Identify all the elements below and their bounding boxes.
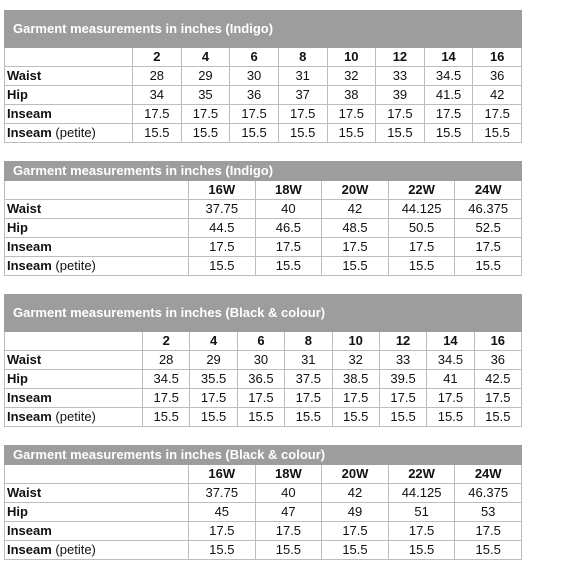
size-header-row — [5, 181, 522, 200]
measurement-qualifier: (petite) — [51, 125, 96, 140]
size-header: 12 — [376, 48, 425, 67]
table-row — [5, 370, 522, 389]
measurement-value: 17.5 — [376, 105, 425, 124]
table-row — [5, 200, 522, 219]
measurement-value: 15.5 — [427, 408, 474, 427]
measurement-value: 42 — [473, 86, 522, 105]
measurement-value: 17.5 — [143, 389, 190, 408]
measurement-value: 15.5 — [474, 408, 521, 427]
row-label — [5, 522, 189, 541]
measurement-value: 17.5 — [190, 389, 237, 408]
table-row — [5, 257, 522, 276]
size-header: 20W — [322, 181, 389, 200]
table-row — [5, 351, 522, 370]
measurement-value: 53 — [455, 503, 522, 522]
measurement-name: Inseam — [7, 409, 52, 424]
measurement-value: 15.5 — [388, 541, 455, 560]
row-label — [5, 351, 143, 370]
measurement-value: 30 — [230, 67, 279, 86]
measurement-value: 40 — [255, 484, 322, 503]
header-corner-cell — [5, 48, 133, 67]
size-header: 22W — [388, 181, 455, 200]
row-label — [5, 219, 189, 238]
title-row — [5, 162, 522, 181]
measurement-value: 39 — [376, 86, 425, 105]
measurement-value: 29 — [190, 351, 237, 370]
title-row — [5, 446, 522, 465]
header-corner-cell — [5, 332, 143, 351]
measurement-value: 15.5 — [189, 257, 256, 276]
measurement-value: 15.5 — [332, 408, 379, 427]
measurement-name: Hip — [7, 87, 28, 102]
measurement-value: 34 — [133, 86, 182, 105]
measurement-value: 42 — [322, 484, 389, 503]
measurement-value: 17.5 — [237, 389, 284, 408]
measurement-value: 46.375 — [455, 484, 522, 503]
measurement-qualifier: (petite) — [51, 258, 96, 273]
measurement-value: 39.5 — [379, 370, 426, 389]
table-row — [5, 219, 522, 238]
measurement-name: Waist — [7, 68, 42, 83]
measurement-value: 33 — [379, 351, 426, 370]
measurement-name: Inseam — [7, 258, 52, 273]
size-header: 6 — [237, 332, 284, 351]
measurement-value: 44.125 — [388, 484, 455, 503]
measurement-value: 42.5 — [474, 370, 521, 389]
measurement-value: 15.5 — [327, 124, 376, 143]
size-table-indigo-plus — [4, 161, 522, 276]
row-label — [5, 86, 133, 105]
measurement-value: 48.5 — [322, 219, 389, 238]
measurement-value: 31 — [285, 351, 332, 370]
measurement-value: 17.5 — [427, 389, 474, 408]
measurement-name: Inseam — [7, 523, 52, 538]
measurement-value: 41 — [427, 370, 474, 389]
measurement-value: 50.5 — [388, 219, 455, 238]
measurement-value: 32 — [327, 67, 376, 86]
measurement-value: 31 — [278, 67, 327, 86]
measurement-value: 17.5 — [285, 389, 332, 408]
measurement-value: 17.5 — [189, 522, 256, 541]
size-header-row — [5, 48, 522, 67]
row-label — [5, 238, 189, 257]
measurement-name: Hip — [7, 371, 28, 386]
size-table-black-colour-plus — [4, 445, 522, 560]
measurement-value: 17.5 — [332, 389, 379, 408]
table-title: Garment measurements in inches (Black & colour) — [5, 446, 522, 465]
size-table-black-colour-regular — [4, 294, 522, 427]
measurement-value: 46.5 — [255, 219, 322, 238]
measurement-value: 17.5 — [322, 522, 389, 541]
size-header-row — [5, 465, 522, 484]
size-header: 4 — [190, 332, 237, 351]
measurement-value: 36 — [474, 351, 521, 370]
size-header: 8 — [278, 48, 327, 67]
measurement-value: 38 — [327, 86, 376, 105]
size-header: 18W — [255, 181, 322, 200]
measurement-name: Inseam — [7, 542, 52, 557]
table-row — [5, 408, 522, 427]
row-label — [5, 541, 189, 560]
measurement-value: 17.5 — [255, 238, 322, 257]
measurement-value: 17.5 — [388, 522, 455, 541]
size-header: 20W — [322, 465, 389, 484]
size-header: 2 — [133, 48, 182, 67]
table-row — [5, 105, 522, 124]
table-row — [5, 484, 522, 503]
measurement-name: Hip — [7, 220, 28, 235]
row-label — [5, 370, 143, 389]
measurement-value: 17.5 — [327, 105, 376, 124]
measurement-value: 45 — [189, 503, 256, 522]
measurement-value: 15.5 — [237, 408, 284, 427]
size-header: 18W — [255, 465, 322, 484]
measurement-value: 17.5 — [230, 105, 279, 124]
measurement-value: 42 — [322, 200, 389, 219]
measurement-value: 37.75 — [189, 484, 256, 503]
measurement-value: 15.5 — [379, 408, 426, 427]
measurement-value: 35 — [181, 86, 230, 105]
measurement-value: 17.5 — [181, 105, 230, 124]
size-header: 16 — [474, 332, 521, 351]
size-header: 14 — [427, 332, 474, 351]
measurement-value: 17.5 — [424, 105, 473, 124]
table-title: Garment measurements in inches (Indigo) — [5, 11, 522, 48]
row-label — [5, 105, 133, 124]
size-header: 10 — [327, 48, 376, 67]
measurement-value: 15.5 — [455, 541, 522, 560]
measurement-value: 34.5 — [427, 351, 474, 370]
table-row — [5, 503, 522, 522]
measurement-value: 17.5 — [455, 238, 522, 257]
measurement-value: 38.5 — [332, 370, 379, 389]
measurement-qualifier: (petite) — [51, 409, 96, 424]
measurement-value: 17.5 — [133, 105, 182, 124]
table-row — [5, 238, 522, 257]
size-header: 12 — [379, 332, 426, 351]
row-label — [5, 408, 143, 427]
row-label — [5, 484, 189, 503]
measurement-value: 17.5 — [474, 389, 521, 408]
measurement-value: 15.5 — [285, 408, 332, 427]
measurement-value: 49 — [322, 503, 389, 522]
measurement-value: 34.5 — [424, 67, 473, 86]
measurement-value: 37.75 — [189, 200, 256, 219]
measurement-value: 51 — [388, 503, 455, 522]
size-header: 16W — [189, 181, 256, 200]
measurement-value: 17.5 — [473, 105, 522, 124]
measurement-value: 44.5 — [189, 219, 256, 238]
measurement-value: 46.375 — [455, 200, 522, 219]
size-header: 8 — [285, 332, 332, 351]
measurement-value: 28 — [133, 67, 182, 86]
title-row — [5, 11, 522, 48]
measurement-value: 15.5 — [473, 124, 522, 143]
measurement-value: 52.5 — [455, 219, 522, 238]
measurement-value: 17.5 — [388, 238, 455, 257]
size-header: 16 — [473, 48, 522, 67]
measurement-value: 36 — [473, 67, 522, 86]
size-header: 16W — [189, 465, 256, 484]
size-header: 22W — [388, 465, 455, 484]
size-header: 2 — [143, 332, 190, 351]
measurement-value: 15.5 — [388, 257, 455, 276]
table-title: Garment measurements in inches (Indigo) — [5, 162, 522, 181]
header-corner-cell — [5, 181, 189, 200]
measurement-value: 15.5 — [143, 408, 190, 427]
size-header: 6 — [230, 48, 279, 67]
measurement-value: 28 — [143, 351, 190, 370]
measurement-value: 15.5 — [424, 124, 473, 143]
measurement-value: 15.5 — [133, 124, 182, 143]
measurement-value: 17.5 — [455, 522, 522, 541]
size-header: 24W — [455, 465, 522, 484]
measurement-value: 30 — [237, 351, 284, 370]
size-table-indigo-regular — [4, 10, 522, 143]
measurement-value: 17.5 — [255, 522, 322, 541]
measurement-value: 47 — [255, 503, 322, 522]
measurement-value: 15.5 — [190, 408, 237, 427]
measurement-name: Waist — [7, 485, 42, 500]
measurement-name: Inseam — [7, 239, 52, 254]
measurement-name: Waist — [7, 201, 42, 216]
table-title: Garment measurements in inches (Black & colour) — [5, 295, 522, 332]
size-header-row — [5, 332, 522, 351]
measurement-value: 15.5 — [455, 257, 522, 276]
measurement-value: 34.5 — [143, 370, 190, 389]
measurement-value: 32 — [332, 351, 379, 370]
header-corner-cell — [5, 465, 189, 484]
measurement-value: 15.5 — [255, 541, 322, 560]
size-header: 14 — [424, 48, 473, 67]
measurement-value: 15.5 — [322, 257, 389, 276]
size-header: 24W — [455, 181, 522, 200]
table-row — [5, 67, 522, 86]
row-label — [5, 124, 133, 143]
measurement-value: 33 — [376, 67, 425, 86]
measurement-value: 35.5 — [190, 370, 237, 389]
table-row — [5, 389, 522, 408]
measurement-value: 36.5 — [237, 370, 284, 389]
row-label — [5, 200, 189, 219]
row-label — [5, 389, 143, 408]
table-row — [5, 541, 522, 560]
measurement-name: Inseam — [7, 125, 52, 140]
size-header: 4 — [181, 48, 230, 67]
measurement-value: 37 — [278, 86, 327, 105]
measurement-value: 15.5 — [376, 124, 425, 143]
row-label — [5, 67, 133, 86]
measurement-value: 17.5 — [322, 238, 389, 257]
measurement-value: 15.5 — [181, 124, 230, 143]
measurement-value: 15.5 — [255, 257, 322, 276]
measurement-value: 15.5 — [322, 541, 389, 560]
row-label — [5, 503, 189, 522]
table-row — [5, 522, 522, 541]
measurement-value: 36 — [230, 86, 279, 105]
measurement-value: 15.5 — [189, 541, 256, 560]
measurement-value: 40 — [255, 200, 322, 219]
measurement-qualifier: (petite) — [51, 542, 96, 557]
measurement-value: 37.5 — [285, 370, 332, 389]
size-header: 10 — [332, 332, 379, 351]
measurement-name: Inseam — [7, 390, 52, 405]
measurement-value: 44.125 — [388, 200, 455, 219]
measurement-name: Hip — [7, 504, 28, 519]
measurement-value: 17.5 — [278, 105, 327, 124]
measurement-value: 15.5 — [278, 124, 327, 143]
measurement-value: 17.5 — [379, 389, 426, 408]
measurement-name: Waist — [7, 352, 42, 367]
measurement-value: 15.5 — [230, 124, 279, 143]
row-label — [5, 257, 189, 276]
measurement-value: 41.5 — [424, 86, 473, 105]
measurement-name: Inseam — [7, 106, 52, 121]
measurement-value: 29 — [181, 67, 230, 86]
measurement-value: 17.5 — [189, 238, 256, 257]
table-row — [5, 124, 522, 143]
title-row — [5, 295, 522, 332]
table-row — [5, 86, 522, 105]
